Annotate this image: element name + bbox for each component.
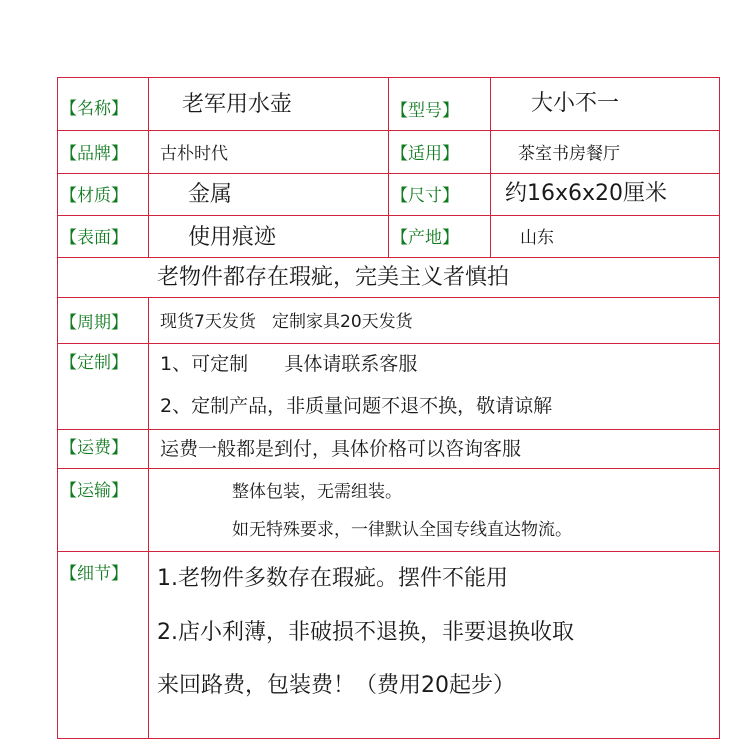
value-model: 大小不一 xyxy=(531,91,620,116)
label-custom: 【定制】 xyxy=(60,353,128,373)
details-line-1: 1.老物件多数存在瑕疵。摆件不能用 xyxy=(157,566,508,591)
grid-line xyxy=(57,257,720,258)
details-line-3: 来回路费，包装费！（费用20起步） xyxy=(157,673,515,698)
value-material: 金属 xyxy=(188,182,233,207)
grid-line-right xyxy=(719,77,720,738)
value-origin: 山东 xyxy=(520,228,554,248)
label-transport: 【运输】 xyxy=(60,481,128,501)
grid-line xyxy=(57,429,720,430)
value-shipping-fee: 运费一般都是到付，具体价格可以咨询客服 xyxy=(160,438,522,460)
label-brand: 【品牌】 xyxy=(60,144,128,164)
label-material: 【材质】 xyxy=(60,186,128,206)
grid-line xyxy=(57,297,720,298)
grid-line-left xyxy=(57,77,58,738)
grid-line xyxy=(57,343,720,344)
custom-line-1: 1、可定制 具体请联系客服 xyxy=(160,353,418,375)
value-size: 约16x6x20厘米 xyxy=(505,181,668,206)
value-period: 现货7天发货 定制家具20天发货 xyxy=(160,312,413,332)
value-surface: 使用痕迹 xyxy=(188,225,277,250)
value-usage: 茶室书房餐厅 xyxy=(518,144,620,164)
notice-text: 老物件都存在瑕疵，完美主义者慎拍 xyxy=(157,265,510,290)
label-details: 【细节】 xyxy=(60,564,128,584)
transport-line-1: 整体包装，无需组装。 xyxy=(232,482,402,502)
grid-line-bottom xyxy=(57,738,720,739)
grid-line xyxy=(57,468,720,469)
label-name: 【名称】 xyxy=(60,99,128,119)
label-period: 【周期】 xyxy=(60,313,128,333)
transport-line-2: 如无特殊要求，一律默认全国专线直达物流。 xyxy=(232,520,572,540)
grid-line xyxy=(490,77,491,257)
grid-line xyxy=(148,297,149,738)
grid-line xyxy=(148,77,149,257)
label-origin: 【产地】 xyxy=(391,228,459,248)
label-size: 【尺寸】 xyxy=(391,186,459,206)
details-line-2: 2.店小利薄，非破损不退换，非要退换收取 xyxy=(157,620,574,645)
label-model: 【型号】 xyxy=(391,101,459,121)
label-surface: 【表面】 xyxy=(60,228,128,248)
label-shipping-fee: 【运费】 xyxy=(60,438,128,458)
custom-line-2: 2、定制产品，非质量问题不退不换，敬请谅解 xyxy=(160,395,553,417)
value-name: 老军用水壶 xyxy=(182,92,293,117)
grid-line xyxy=(388,77,389,257)
grid-line xyxy=(57,551,720,552)
label-usage: 【适用】 xyxy=(391,144,459,164)
value-brand: 古朴时代 xyxy=(160,144,228,164)
